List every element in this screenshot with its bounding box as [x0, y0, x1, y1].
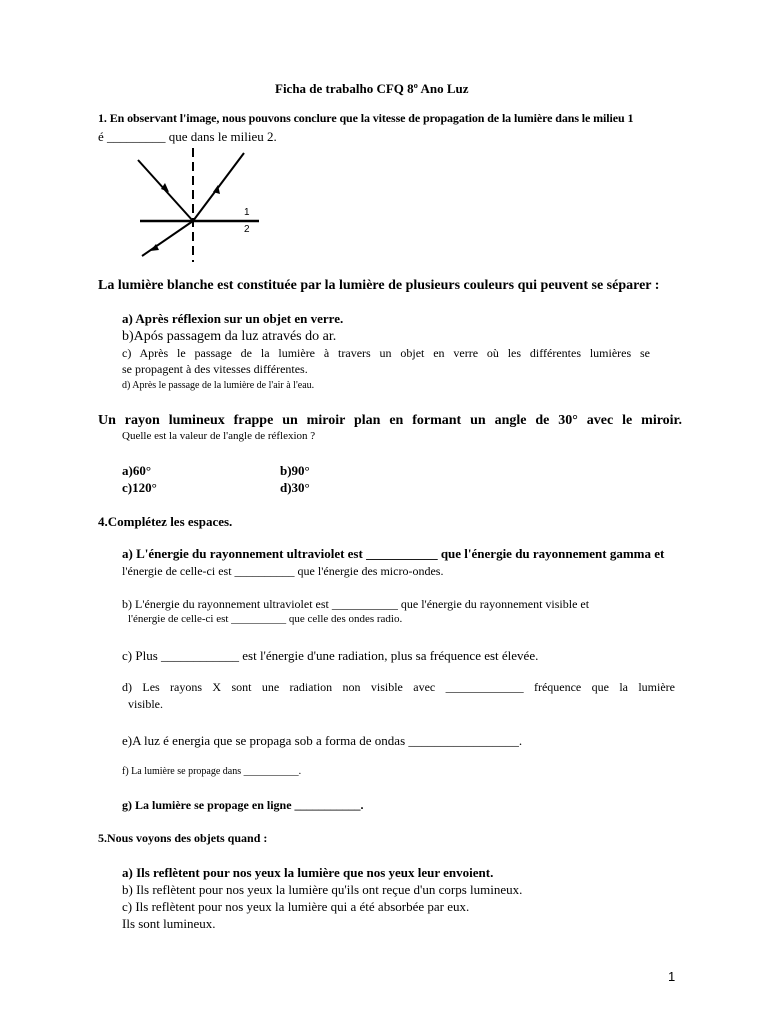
- q2-stem: La lumière blanche est constituée par la lumière de plusieurs couleurs qui peuvent se séparer :: [98, 278, 660, 293]
- refracted-ray: [142, 221, 193, 256]
- q4-f: f) La lumière se propage dans ___________.: [122, 766, 302, 777]
- q4-b-line1: b) L'énergie du rayonnement ultraviolet est ___________ que l'énergie du rayonnement visible et: [122, 597, 590, 611]
- q2-option-c-line1: c) Après le passage de la lumière à travers un objet en verre où les différentes lumières se: [122, 346, 650, 360]
- q4-a-line2: l'énergie de celle-ci est __________ que l'énergie des micro-ondes.: [122, 564, 444, 578]
- q2-option-a: a) Après réflexion sur un objet en verre.: [122, 311, 344, 326]
- q3-option-d: d)30°: [280, 480, 310, 495]
- q2-option-c-line2: se propagent à des vitesses différentes.: [122, 362, 308, 376]
- refraction-diagram: [132, 148, 262, 262]
- q5-title: 5.Nous voyons des objets quand :: [98, 831, 268, 845]
- q2-option-d: d) Après le passage de la lumière de l'air à l'eau.: [122, 380, 315, 391]
- q1-line2: é _________ que dans le milieu 2.: [98, 129, 277, 144]
- q4-e: e)A luz é energia que se propaga sob a forma de ondas _________________.: [122, 733, 523, 748]
- q4-c: c) Plus ____________ est l'énergie d'une radiation, plus sa fréquence est élevée.: [122, 648, 539, 663]
- q2-option-b: b)Após passagem da luz através do ar.: [122, 329, 337, 344]
- q1-line1: 1. En observant l'image, nous pouvons conclure que la vitesse de propagation de la lumière dans le milieu 1: [98, 111, 634, 125]
- q4-d-line1: d) Les rayons X sont une radiation non visible avec _____________ fréquence que la lumière: [122, 680, 675, 694]
- q5-option-c: c) Ils reflètent pour nos yeux la lumière qui a été absorbée par eux.: [122, 899, 470, 914]
- q5-option-d: Ils sont lumineux.: [122, 916, 216, 931]
- q3-option-c: c)120°: [122, 480, 157, 495]
- medium-1-label: 1: [244, 207, 250, 218]
- page-number: 1: [668, 969, 676, 984]
- q4-title: 4.Complétez les espaces.: [98, 514, 233, 529]
- q3-option-a: a)60°: [122, 463, 152, 478]
- reflected-ray: [193, 153, 244, 221]
- page-title: Ficha de trabalho CFQ 8º Ano Luz: [275, 81, 469, 96]
- q4-g: g) La lumière se propage en ligne ___________.: [122, 798, 364, 812]
- medium-2-label: 2: [244, 224, 250, 235]
- q4-d-line2: visible.: [128, 697, 163, 711]
- q3-subtitle: Quelle est la valeur de l'angle de réflexion ?: [122, 430, 316, 442]
- q4-a-line1: a) L'énergie du rayonnement ultraviolet est ___________ que l'énergie du rayonnement gamma et: [122, 546, 665, 561]
- q5-option-a: a) Ils reflètent pour nos yeux la lumière que nos yeux leur envoient.: [122, 865, 494, 880]
- q5-option-b: b) Ils reflètent pour nos yeux la lumière qu'ils ont reçue d'un corps lumineux.: [122, 882, 523, 897]
- q4-b-line2: l'énergie de celle-ci est __________ que celle des ondes radio.: [128, 613, 403, 625]
- q3-option-b: b)90°: [280, 463, 310, 478]
- q3-stem: Un rayon lumineux frappe un miroir plan en formant un angle de 30° avec le miroir.: [98, 413, 682, 428]
